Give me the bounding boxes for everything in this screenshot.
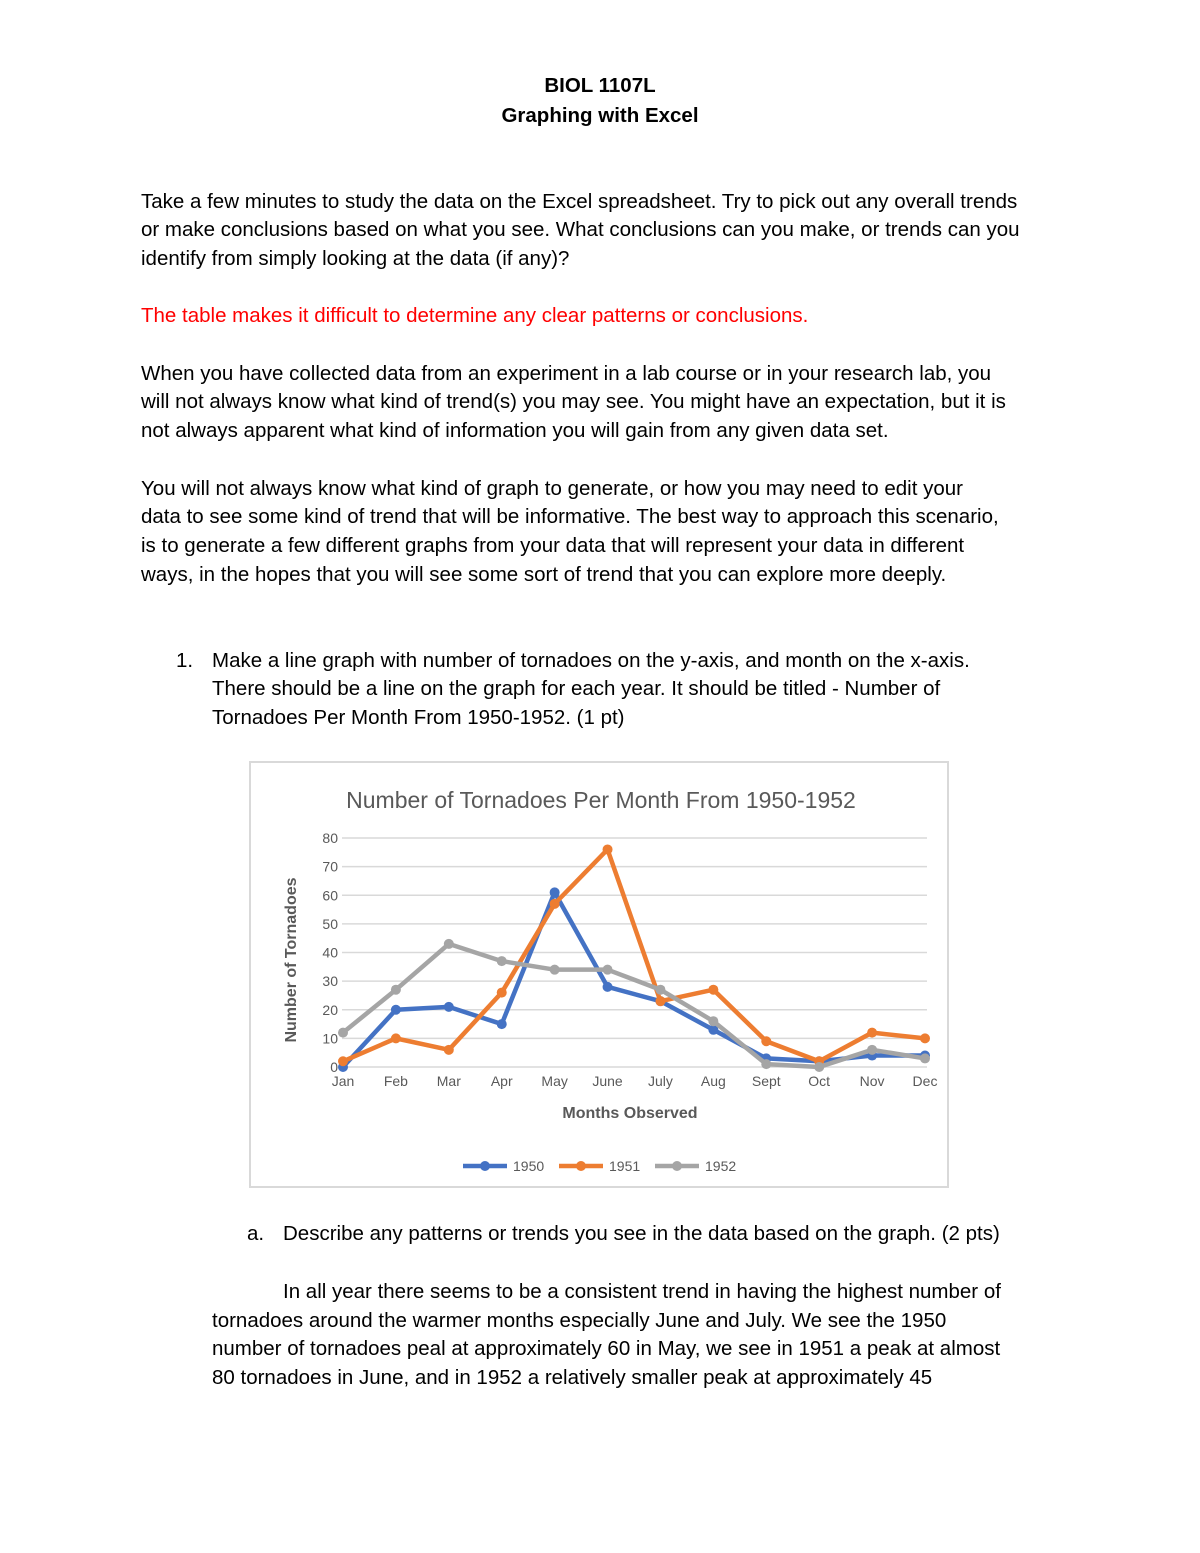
data-point-1950 xyxy=(444,1002,454,1012)
x-tick-label: Dec xyxy=(912,1073,938,1089)
data-point-1950 xyxy=(391,1005,401,1015)
y-tick-label: 30 xyxy=(322,973,338,990)
data-point-1951 xyxy=(444,1045,454,1055)
intro-line: identify from simply looking at the data (if any)? xyxy=(141,247,570,270)
paragraph-line: ways, in the hopes that you will see some sort of trend that you can explore more deeply. xyxy=(141,563,947,586)
data-point-1951 xyxy=(603,844,613,854)
intro-line: or make conclusions based on what you see. What conclusions can you make, or trends can you xyxy=(141,218,1020,241)
data-point-1950 xyxy=(603,982,613,992)
question-number: 1. xyxy=(176,649,194,672)
data-point-1951 xyxy=(338,1056,348,1066)
data-point-1952 xyxy=(391,985,401,995)
legend-marker-1950 xyxy=(480,1161,490,1171)
y-tick-label: 20 xyxy=(322,1001,338,1018)
intro-line: Take a few minutes to study the data on the Excel spreadsheet. Try to pick out any overall trends xyxy=(141,190,1018,213)
x-tick-label: Feb xyxy=(383,1073,408,1089)
data-point-1951 xyxy=(761,1036,771,1046)
course-code: BIOL 1107L xyxy=(544,74,656,97)
y-axis-label: Number of Tornadoes xyxy=(283,877,300,1043)
y-tick-label: 50 xyxy=(322,915,338,932)
x-tick-label: Jan xyxy=(331,1073,355,1089)
data-point-1951 xyxy=(497,988,507,998)
question-line: Tornadoes Per Month From 1950-1952. (1 pt) xyxy=(212,706,625,729)
data-point-1951 xyxy=(708,985,718,995)
subquestion-text: Describe any patterns or trends you see in the data based on the graph. (2 pts) xyxy=(283,1222,1000,1245)
paragraph-line: not always apparent what kind of information you will gain from any given data set. xyxy=(141,419,889,442)
x-tick-label: June xyxy=(592,1073,623,1089)
legend-label: 1951 xyxy=(609,1158,641,1174)
paragraph-line: will not always know what kind of trend(s) you may see. You might have an expectation, but it is xyxy=(141,390,1006,413)
data-point-1950 xyxy=(497,1019,507,1029)
x-tick-label: Mar xyxy=(436,1073,461,1089)
data-point-1952 xyxy=(655,985,665,995)
series-line-1951 xyxy=(343,849,925,1061)
question-line: There should be a line on the graph for each year. It should be titled - Number of xyxy=(212,677,941,700)
y-tick-label: 40 xyxy=(322,944,338,961)
x-tick-label: May xyxy=(541,1073,568,1089)
paragraph-line: When you have collected data from an experiment in a lab course or in your research lab, you xyxy=(141,362,992,385)
paragraph-line: is to generate a few different graphs from your data that will represent your data in different xyxy=(141,534,965,557)
legend-marker-1951 xyxy=(576,1161,586,1171)
chart-svg xyxy=(251,763,951,1190)
y-tick-label: 60 xyxy=(322,887,338,904)
document-title: Graphing with Excel xyxy=(501,104,699,127)
data-point-1952 xyxy=(338,1028,348,1038)
line-chart xyxy=(249,761,949,1188)
legend-label: 1952 xyxy=(705,1158,737,1174)
x-tick-label: Nov xyxy=(859,1073,885,1089)
answer-line: number of tornadoes peal at approximately 60 in May, we see in 1951 a peak at almost xyxy=(212,1337,1001,1360)
legend-marker-1952 xyxy=(672,1161,682,1171)
data-point-1951 xyxy=(920,1033,930,1043)
data-point-1952 xyxy=(761,1059,771,1069)
x-tick-label: Aug xyxy=(700,1073,726,1089)
series-line-1952 xyxy=(343,944,925,1067)
data-point-1950 xyxy=(550,887,560,897)
x-tick-label: July xyxy=(648,1073,673,1089)
data-point-1951 xyxy=(391,1033,401,1043)
y-tick-label: 80 xyxy=(322,830,338,846)
y-tick-label: 0 xyxy=(330,1059,338,1075)
data-point-1951 xyxy=(867,1028,877,1038)
data-point-1952 xyxy=(497,956,507,966)
y-tick-label: 10 xyxy=(322,1030,338,1047)
data-point-1952 xyxy=(867,1045,877,1055)
question-line: Make a line graph with number of tornadoes on the y-axis, and month on the x-axis. xyxy=(212,649,970,672)
answer-line: 80 tornadoes in June, and in 1952 a relatively smaller peak at approximately 45 xyxy=(212,1366,933,1389)
data-point-1952 xyxy=(708,1016,718,1026)
answer-text: The table makes it difficult to determine any clear patterns or conclusions. xyxy=(141,304,809,327)
subquestion-letter: a. xyxy=(247,1222,265,1245)
chart-title: Number of Tornadoes Per Month From 1950-1952 xyxy=(346,787,856,813)
data-point-1952 xyxy=(920,1053,930,1063)
data-point-1951 xyxy=(550,899,560,909)
paragraph-line: data to see some kind of trend that will be informative. The best way to approach this scenario, xyxy=(141,505,999,528)
x-tick-label: Apr xyxy=(490,1073,513,1089)
x-axis-label: Months Observed xyxy=(562,1105,698,1122)
answer-line: In all year there seems to be a consistent trend in having the highest number of xyxy=(283,1280,1001,1303)
y-tick-label: 70 xyxy=(322,858,338,875)
answer-line: tornadoes around the warmer months especially June and July. We see the 1950 xyxy=(212,1309,947,1332)
data-point-1951 xyxy=(655,996,665,1006)
data-point-1952 xyxy=(814,1062,824,1072)
data-point-1952 xyxy=(550,965,560,975)
data-point-1952 xyxy=(603,965,613,975)
data-point-1952 xyxy=(444,939,454,949)
paragraph-line: You will not always know what kind of graph to generate, or how you may need to edit your xyxy=(141,477,964,500)
legend-label: 1950 xyxy=(513,1158,545,1174)
x-tick-label: Sept xyxy=(751,1073,781,1089)
x-tick-label: Oct xyxy=(808,1073,831,1089)
